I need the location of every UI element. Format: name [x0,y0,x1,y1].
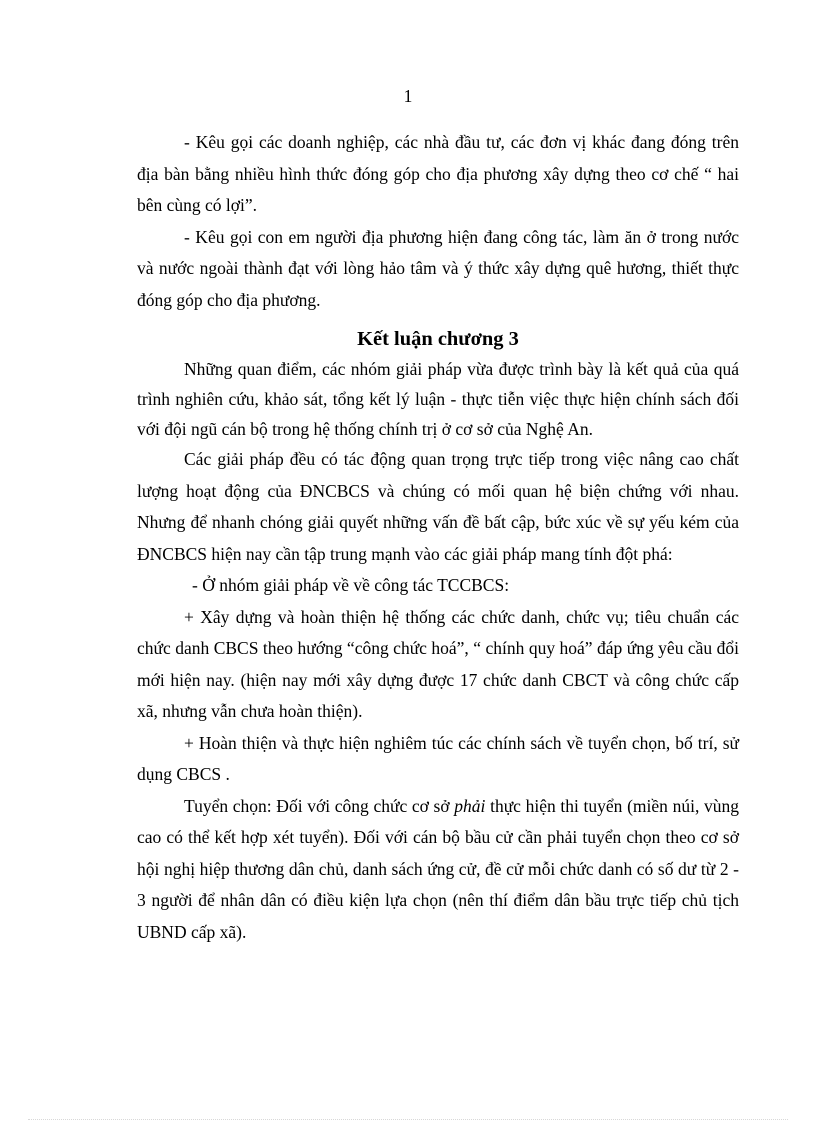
paragraph-call-locals: - Kêu gọi con em người địa phương hiện đang công tác, làm ăn ở trong nước và nước ngoài thành đạt với lòng hảo tâm và ý thức xây dựng quê hương, thiết thực đóng góp cho địa phương. [137,226,739,310]
page-body [137,127,739,948]
recruitment-text-start: Tuyển chọn: Đối với công chức cơ sở [184,795,455,816]
paragraph-complete-policies: + Hoàn thiện và thực hiện nghiêm túc các chính sách về tuyển chọn, bố trí, sử dụng CBCS . [137,732,739,784]
section-heading: Kết luận chương 3 [357,328,519,350]
bullet-item: - Ở nhóm giải pháp về về công tác TCCBCS: [192,575,510,595]
paragraph-summary: Những quan điểm, các nhóm giải pháp vừa được trình bày là kết quả của quá trình nghiên cứu, khảo sát, tổng kết lý luận - thực tiễn việc thực hiện chính sách đối với đội ngũ cán bộ trong hệ thống chính trị ở cơ sở của Nghệ An. [137,359,739,439]
page-bottom-divider [28,1119,788,1120]
paragraph-recruitment [137,791,739,949]
recruitment-italic-word: phải [454,795,486,816]
recruitment-text-end: thực hiện thi tuyển (miền núi, vùng cao có thể kết hợp xét tuyển). Đối với cán bộ bầu cử cần phải tuyển chọn theo cơ sở hội nghị hiệp thương dân chủ, danh sách ứng cử, đề cử mỗi chức danh có số dư từ 2 - 3 người để nhân dân có điều kiện lựa chọn (nên thí điểm dân bầu trực tiếp chủ tịch UBND cấp xã). [137,795,739,942]
paragraph-call-businesses: - Kêu gọi các doanh nghiệp, các nhà đầu tư, các đơn vị khác đang đóng trên địa bàn bằng nhiều hình thức đóng góp cho địa phương xây dựng theo cơ chế “ hai bên cùng có lợi”. [137,132,739,215]
paragraph-solutions: Các giải pháp đều có tác động quan trọng trực tiếp trong việc nâng cao chất lượng hoạt động của ĐNCBCS và chúng có mối quan hệ biện chứng với nhau. Nhưng để nhanh chóng giải quyết những vấn đề bất cập, bức xúc về sự yếu kém của ĐNCBCS hiện nay cần tập trung mạnh vào các giải pháp mang tính đột phá: [137,449,739,564]
paragraph-build-titles: + Xây dựng và hoàn thiện hệ thống các chức danh, chức vụ; tiêu chuẩn các chức danh CBCS theo hướng “công chức hoá”, “ chính quy hoá” đáp ứng yêu cầu đổi mới hiện nay. (hiện nay mới xây dựng được 17 chức danh CBCT và công chức cấp xã, nhưng vẫn chưa hoàn thiện). [137,606,739,721]
page-number: 1 [403,86,413,106]
